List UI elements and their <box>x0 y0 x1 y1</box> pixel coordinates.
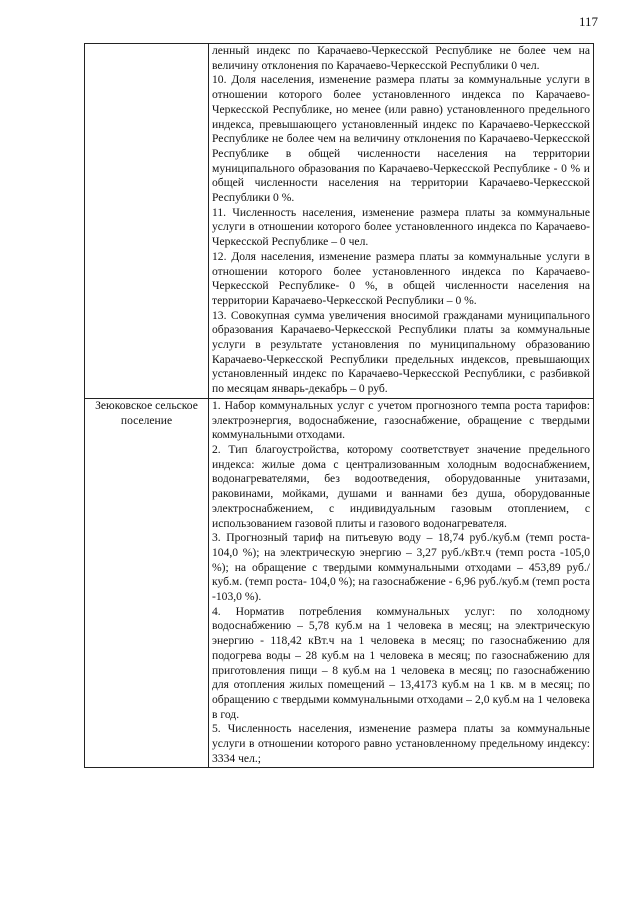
table-row <box>85 44 594 399</box>
table-row <box>85 398 594 768</box>
indicators-cell <box>209 44 594 399</box>
indicator-paragraph: 12. Доля населения, изменение размера платы за коммунальные услуги в отношении которого более установленного индекса по Карачаево-Черкесской Республике- 0 %, в общей численности населения на территории Карачаево-Черкесской Республики – 0 %. <box>212 249 590 307</box>
indicator-paragraph: 10. Доля населения, изменение размера платы за коммунальные услуги в отношении которого более установленного индекса по Карачаево-Черкесской Республике, но менее (или равно) установленного предельного индекса, превышающего установленный индекс по Карачаево-Черкесской Республике не более чем на величину отклонения по Карачаево-Черкесской Республике в общей численности населения на территории муниципального образования по Карачаево-Черкесской Республике - 0 % и общей численности населения на территории Карачаево-Черкесской Республики 0 %. <box>212 73 590 205</box>
indicator-paragraph: 11. Численность населения, изменение размера платы за коммунальные услуги в отношении которого более установленного индекса по Карачаево-Черкесской Республике – 0 чел. <box>212 205 590 249</box>
indicators-cell <box>209 398 594 768</box>
page-number: 117 <box>578 14 598 29</box>
indicator-paragraph: 1. Набор коммунальных услуг с учетом прогнозного темпа роста тарифов: электроэнергия, водоснабжение, газоснабжение, обращение с твердыми коммунальными отходами. <box>212 398 590 442</box>
settlement-name: Зеюковское сельское поселение <box>95 398 198 427</box>
indicator-paragraph: 2. Тип благоустройства, которому соответствует значение предельного индекса: жилые дома с централизованным холодным водоснабжением, водонагревателями, без водоотведения, оборудованные унитазами, раковинами, мойками, душами и ваннами без душа, оборудованные электроснабжением, с индивидуальным газовым отоплением, с использованием газовой плиты и газового водонагревателя. <box>212 442 590 530</box>
indicator-paragraph: 13. Совокупная сумма увеличения вносимой гражданами муниципального образования Карачаево-Черкесской Республики платы за коммунальные услуги в результате установления по муниципальному образованию Карачаево-Черкесской Республики предельных индексов, превышающих установленный индекс по Карачаево-Черкесской Республики, с разбивкой по месяцам январь-декабрь – 0 руб. <box>212 308 590 396</box>
settlement-cell <box>85 398 209 768</box>
indicator-paragraph: 3. Прогнозный тариф на питьевую воду – 18,74 руб./куб.м (темп роста- 104,0 %); на электрическую энергию – 3,27 руб./кВт.ч (темп роста -105,0 %); на обращение с твердыми коммунальными отходами – 453,89 руб./куб.м. (темп роста- 104,0 %); на газоснабжение - 6,96 руб./куб.м (темп роста -103,0 %). <box>212 531 590 604</box>
indicator-paragraph: 5. Численность населения, изменение размера платы за коммунальные услуги в отношении которого равно установленному предельному индексу: 3334 чел.; <box>212 722 590 765</box>
indicator-paragraph: 4. Норматив потребления коммунальных услуг: по холодному водоснабжению – 5,78 куб.м на 1 человека в месяц; на электрическую энергию - 118,42 кВт.ч на 1 человека в месяц; по газоснабжению для подогрева воды – 28 куб.м на 1 человека в месяц; по газоснабжению для приготовления пищи – 8 куб.м на 1 человека в месяц; по газоснабжению для отопления жилых помещений – 13,4173 куб.м на 1 кв. м в месяц; по обращению с твердыми коммунальными отходами – 2,0 куб.м на 1 человека в год. <box>212 604 590 721</box>
settlement-cell <box>85 44 209 399</box>
indicator-paragraph: ленный индекс по Карачаево-Черкесской Республике не более чем на величину отклонения по Карачаево-Черкесской Республики 0 чел. <box>212 44 590 72</box>
tariff-table <box>84 43 594 768</box>
